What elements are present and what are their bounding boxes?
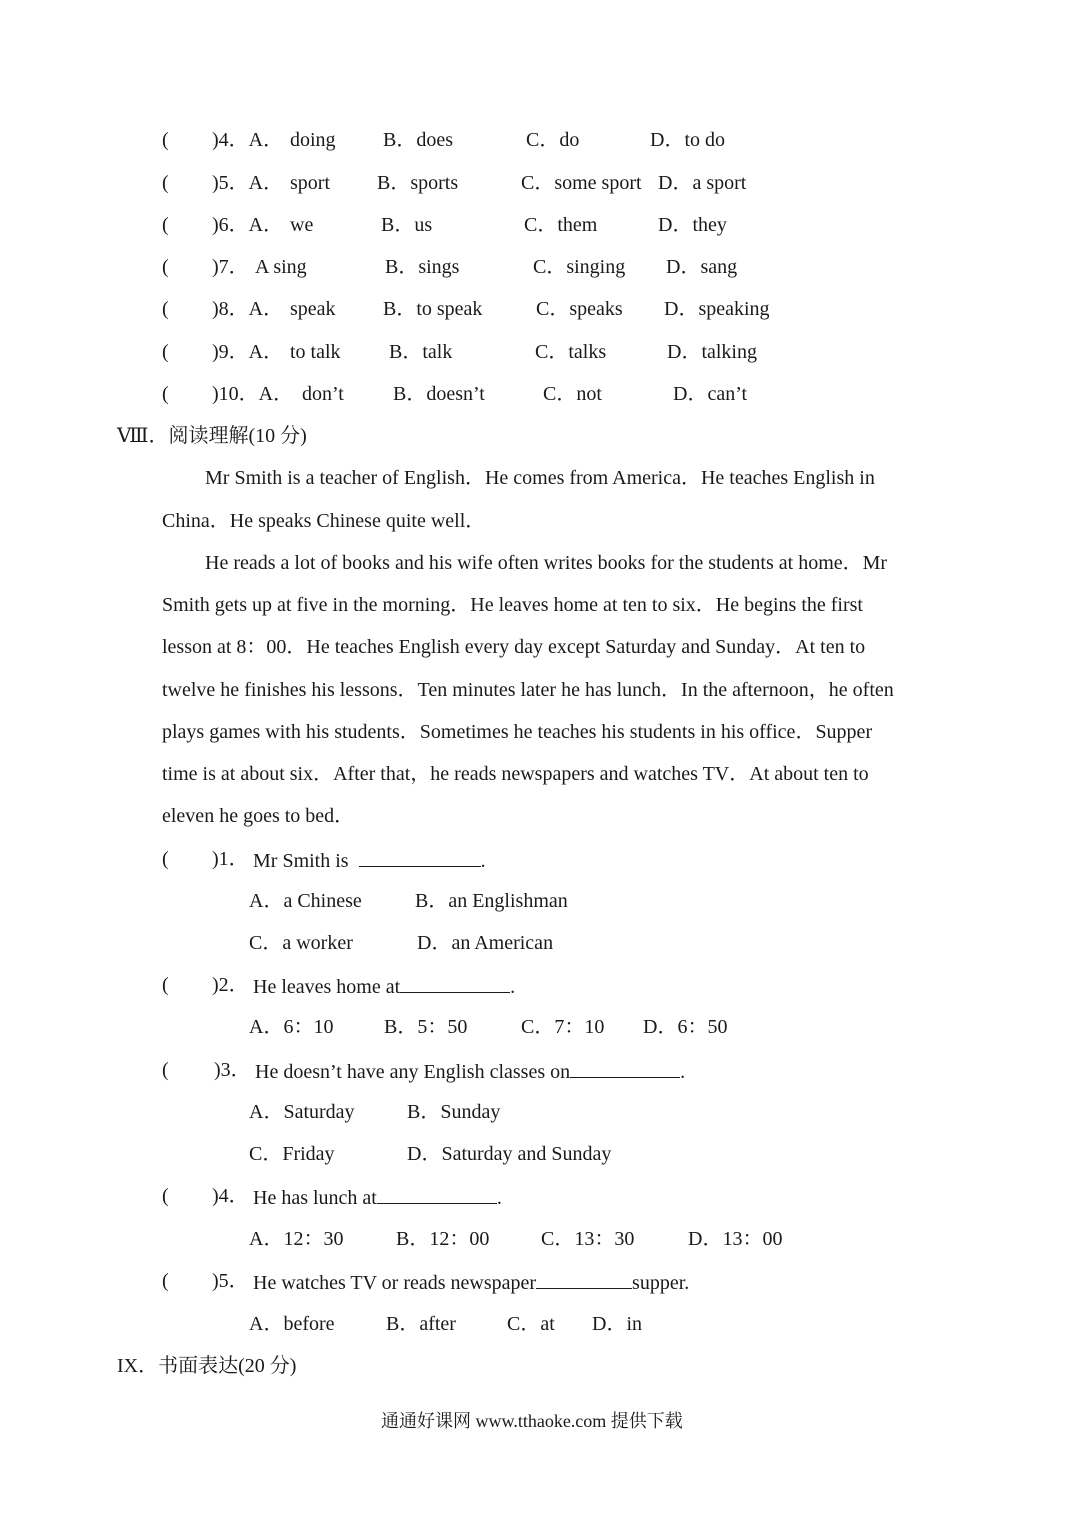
question-number: )2． [212,974,249,996]
option-a: speak [290,298,336,320]
passage-line: lesson at 8：00．He teaches English every day except Saturday and Sunday．At ten to [162,636,866,658]
option-c: C．speaks [536,298,623,320]
option-c: C．some sport [521,172,642,194]
option-c: C．not [543,383,602,405]
option-d: D．an American [417,932,554,954]
answer-blank[interactable] [359,846,481,867]
question-number: )5． [212,1270,249,1292]
answer-paren: ( [162,129,169,151]
question-number: )3． [214,1059,251,1081]
answer-paren: ( [162,256,169,278]
option-d: D．can’t [673,383,748,405]
option-b: B．us [381,214,433,236]
question-stem: He leaves home at . [253,972,515,1000]
option-b: B．12：00 [396,1228,490,1250]
option-a: A．Saturday [249,1101,355,1123]
question-number: )9．A． [212,341,284,363]
option-a: we [290,214,314,236]
option-d: D．6：50 [643,1016,728,1038]
page-footer: 通通好课网 www.tthaoke.com 提供下载 [381,1411,683,1431]
question-stem: He has lunch at . [253,1183,502,1211]
question-number: )8．A． [212,298,284,320]
option-b: B．sports [377,172,459,194]
option-a: A．6：10 [249,1016,334,1038]
option-c: C．Friday [249,1143,335,1165]
option-b: B．Sunday [407,1101,501,1123]
passage-line: Smith gets up at five in the morning．He leaves home at ten to six．He begins the first [162,594,863,616]
option-b: B．talk [389,341,453,363]
option-c: C．them [524,214,598,236]
option-a: sport [290,172,330,194]
option-b: B．sings [385,256,460,278]
answer-paren: ( [162,1059,169,1081]
option-a: A．a Chinese [249,890,362,912]
option-a: A sing [255,256,307,278]
passage-line: twelve he finishes his lessons．Ten minutes later he has lunch．In the afternoon，he often [162,679,894,701]
answer-blank[interactable] [536,1268,632,1289]
option-a: doing [290,129,336,151]
answer-paren: ( [162,974,169,996]
question-number: )4． [212,1185,249,1207]
option-b: B．to speak [383,298,483,320]
question-number: )6．A． [212,214,284,236]
option-d: D．13：00 [688,1228,783,1250]
option-c: C．7：10 [521,1016,605,1038]
option-c: C．talks [535,341,607,363]
option-d: D．sang [666,256,738,278]
passage-line: China．He speaks Chinese quite well． [162,510,486,532]
answer-paren: ( [162,1185,169,1207]
question-number: )1． [212,848,249,870]
question-number: )4．A． [212,129,284,151]
option-b: B．does [383,129,453,151]
passage-line: eleven he goes to bed． [162,805,355,827]
answer-paren: ( [162,1270,169,1292]
option-d: D．in [592,1313,642,1335]
passage-line: plays games with his students．Sometimes he teaches his students in his office．Supper [162,721,873,743]
question-stem: He doesn’t have any English classes on . [255,1057,685,1085]
option-d: D．talking [667,341,757,363]
option-b: B．an Englishman [415,890,568,912]
option-a: don’t [302,383,344,405]
answer-paren: ( [162,172,169,194]
answer-blank[interactable] [570,1057,680,1078]
option-d: D．speaking [664,298,770,320]
section-heading-reading: Ⅷ．阅读理解(10 分) [117,425,307,447]
passage-line: He reads a lot of books and his wife often writes books for the students at home．Mr [205,552,888,574]
option-a: to talk [290,341,341,363]
option-b: B．5：50 [384,1016,468,1038]
option-b: B．after [386,1313,456,1335]
option-c: C．at [507,1313,555,1335]
option-c: C．do [526,129,580,151]
passage-line: Mr Smith is a teacher of English．He comes from America．He teaches English in [205,467,875,489]
option-a: A．12：30 [249,1228,344,1250]
option-d: D．they [658,214,727,236]
option-d: D．Saturday and Sunday [407,1143,612,1165]
option-c: C．singing [533,256,626,278]
question-number: )10．A． [212,383,294,405]
option-b: B．doesn’t [393,383,485,405]
answer-paren: ( [162,383,169,405]
answer-paren: ( [162,848,169,870]
option-d: D．a sport [658,172,747,194]
question-number: )7． [212,256,249,278]
answer-paren: ( [162,214,169,236]
answer-paren: ( [162,298,169,320]
answer-paren: ( [162,341,169,363]
answer-blank[interactable] [400,972,510,993]
option-a: A．before [249,1313,335,1335]
option-d: D．to do [650,129,725,151]
section-heading-writing: IX．书面表达(20 分) [117,1355,297,1377]
option-c: C．a worker [249,932,353,954]
passage-line: time is at about six．After that，he reads newspapers and watches TV．At about ten to [162,763,869,785]
answer-blank[interactable] [377,1183,497,1204]
question-stem: He watches TV or reads newspaper supper. [253,1268,689,1296]
question-number: )5．A． [212,172,284,194]
option-c: C．13：30 [541,1228,635,1250]
question-stem: Mr Smith is . [253,846,486,874]
